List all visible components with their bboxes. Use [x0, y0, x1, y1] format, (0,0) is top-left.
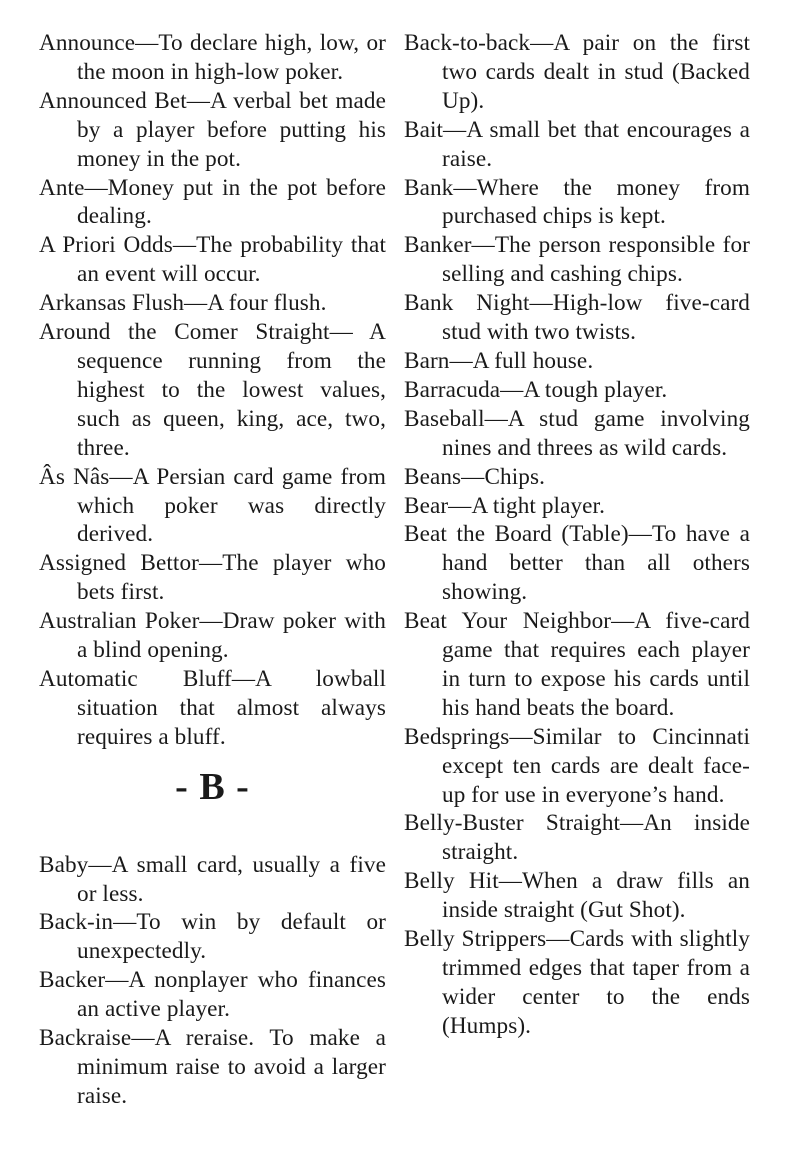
- glossary-entry: Backer—A nonplayer who finances an active player.: [39, 967, 386, 1023]
- glossary-entry: Baseball—A stud game involving nines and threes as wild cards.: [404, 405, 750, 461]
- glossary-entry: Âs Nâs—A Persian card game from which poker was directly derived.: [39, 463, 386, 548]
- glossary-entry: Bait—A small bet that encourages a raise.: [404, 116, 750, 172]
- glossary-entry: Ante—Money put in the pot before dealing.: [39, 174, 386, 230]
- glossary-entry: Baby—A small card, usually a five or less.: [39, 851, 386, 907]
- glossary-entry: Belly Strippers—Cards with slightly trimmed edges that taper from a wider center to the ends (Humps).: [404, 926, 750, 1039]
- glossary-entry: Announced Bet—A verbal bet made by a player before putting his money in the pot.: [39, 87, 386, 172]
- glossary-entry: Backraise—A reraise. To make a minimum raise to avoid a larger raise.: [39, 1025, 386, 1109]
- glossary-entry: Bank Night—High-low five-card stud with two twists.: [404, 290, 750, 346]
- glossary-entry: Belly Hit—When a draw fills an inside straight (Gut Shot).: [404, 868, 750, 924]
- glossary-entry: Banker—The person responsible for selling and cashing chips.: [404, 232, 750, 288]
- glossary-entry: Australian Poker—Draw poker with a blind opening.: [39, 608, 386, 664]
- glossary-entry: Belly-Buster Straight—An inside straight.: [404, 810, 750, 866]
- right-column: [404, 29, 750, 1041]
- glossary-entry: Arkansas Flush—A four flush.: [39, 290, 327, 317]
- glossary-entry: Around the Comer Straight— A sequence running from the highest to the lowest values, such as queen, king, ace, two, three.: [39, 319, 386, 461]
- section-heading-b: - B -: [175, 765, 250, 808]
- glossary-entry: Bedsprings—Similar to Cincinnati except ten cards are dealt face-up for use in everyone’s hand.: [404, 723, 750, 808]
- glossary-entry: Assigned Bettor—The player who bets first.: [39, 550, 386, 606]
- glossary-entry: Automatic Bluff—A lowball situation that almost always requires a bluff.: [39, 665, 386, 750]
- glossary-entry: Bank—Where the money from purchased chips is kept.: [404, 174, 750, 230]
- glossary-entry: Beat the Board (Table)—To have a hand better than all others showing.: [404, 521, 750, 606]
- glossary-entry: Barracuda—A tough player.: [404, 376, 668, 403]
- glossary-entry: Barn—A full house.: [404, 347, 594, 374]
- glossary-entry: Beat Your Neighbor—A five-card game that requires each player in turn to expose his cards until his hand beats the board.: [404, 608, 750, 721]
- glossary-entry: Bear—A tight player.: [404, 492, 605, 519]
- glossary-entry: Announce—To declare high, low, or the moon in high-low poker.: [39, 30, 386, 85]
- glossary-entry: Back-to-back—A pair on the first two cards dealt in stud (Backed Up).: [404, 30, 750, 114]
- left-column: [39, 29, 386, 1111]
- glossary-entry: Back-in—To win by default or unexpectedly.: [39, 909, 386, 965]
- glossary-entry: Beans—Chips.: [404, 463, 545, 490]
- glossary-entry: A Priori Odds—The probability that an event will occur.: [39, 232, 386, 288]
